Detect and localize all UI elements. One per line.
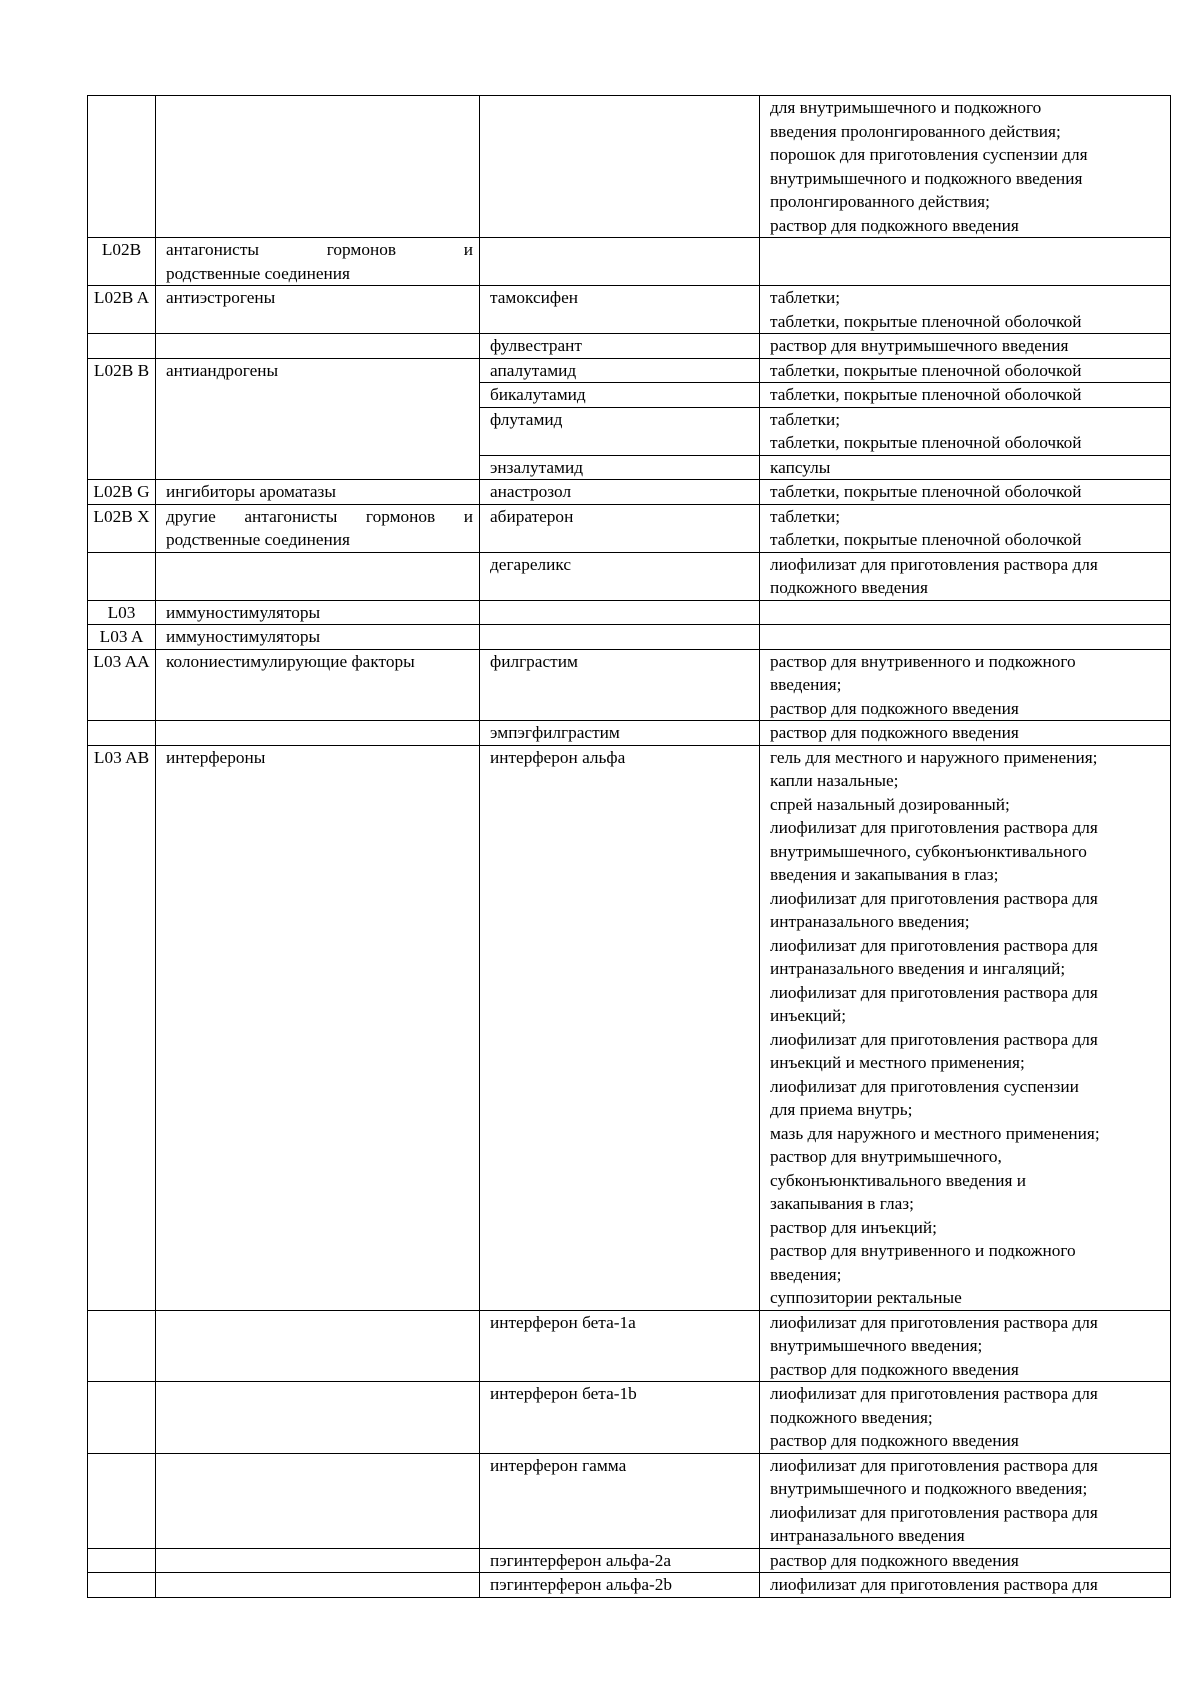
drug-cell: филграстим bbox=[480, 649, 760, 721]
group-cell: антиандрогены bbox=[156, 358, 480, 480]
form-line: интраназального введения bbox=[770, 1526, 965, 1545]
drug-cell: интерферон бета-1b bbox=[480, 1382, 760, 1454]
forms-cell bbox=[760, 480, 1171, 505]
table-row bbox=[88, 504, 1171, 552]
group-cell bbox=[156, 721, 480, 746]
drug-cell: эмпэгфилграстим bbox=[480, 721, 760, 746]
form-line: таблетки; bbox=[770, 506, 841, 526]
group-cell bbox=[156, 504, 480, 552]
atc-code-cell: L02B B bbox=[88, 358, 156, 480]
atc-code-cell bbox=[88, 1453, 156, 1548]
group-cell: антиэстрогены bbox=[156, 286, 480, 334]
group-line: родственные соединения bbox=[166, 263, 350, 283]
forms-cell bbox=[760, 1548, 1171, 1573]
table-row bbox=[88, 286, 1171, 334]
group-word: антагонисты bbox=[166, 240, 259, 259]
form-line: таблетки, покрытые пленочной оболочкой bbox=[770, 360, 1082, 380]
drug-cell: энзалутамид bbox=[480, 455, 760, 480]
atc-code-cell: L02B G bbox=[88, 480, 156, 505]
form-line: раствор для внутривенного и подкожного bbox=[770, 651, 1076, 671]
forms-cell bbox=[760, 625, 1171, 650]
atc-code-cell bbox=[88, 721, 156, 746]
form-line: таблетки, покрытые пленочной оболочкой bbox=[770, 530, 1082, 549]
group-cell: иммуностимуляторы bbox=[156, 625, 480, 650]
form-line: лиофилизат для приготовления раствора для bbox=[770, 1029, 1098, 1049]
forms-cell bbox=[760, 286, 1171, 334]
drug-cell: флутамид bbox=[480, 407, 760, 455]
group-cell bbox=[156, 334, 480, 359]
atc-code-cell bbox=[88, 1310, 156, 1382]
form-line: субконъюнктивального введения и bbox=[770, 1170, 1027, 1190]
form-line: гель для местного и наружного применения; bbox=[770, 747, 1098, 767]
drug-cell bbox=[480, 600, 760, 625]
table-row bbox=[88, 358, 1171, 383]
form-line: интраназального введения и ингаляций; bbox=[770, 959, 1066, 978]
form-line: пролонгированного действия; bbox=[770, 192, 990, 211]
form-line: интраназального введения; bbox=[770, 912, 970, 931]
form-line: лиофилизат для приготовления суспензии bbox=[770, 1076, 1079, 1096]
group-word: гормонов bbox=[365, 506, 436, 526]
atc-code-cell bbox=[88, 334, 156, 359]
table-row bbox=[88, 600, 1171, 625]
form-line: внутримышечного и подкожного введения; bbox=[770, 1479, 1088, 1498]
form-line: таблетки, покрытые пленочной оболочкой bbox=[770, 482, 1082, 501]
atc-code-cell bbox=[88, 552, 156, 600]
group-cell bbox=[156, 552, 480, 600]
form-line: для приема внутрь; bbox=[770, 1100, 913, 1119]
form-line: введения; bbox=[770, 675, 842, 694]
form-line: лиофилизат для приготовления раствора для bbox=[770, 1384, 1098, 1403]
drug-cell: тамоксифен bbox=[480, 286, 760, 334]
drug-cell: пэгинтерферон альфа-2b bbox=[480, 1573, 760, 1598]
table-row bbox=[88, 1382, 1171, 1454]
forms-cell bbox=[760, 1382, 1171, 1454]
form-line: раствор для подкожного введения bbox=[770, 723, 1019, 742]
form-line: капсулы bbox=[770, 457, 831, 477]
form-line: лиофилизат для приготовления раствора для bbox=[770, 888, 1098, 908]
atc-code-cell: L03 AA bbox=[88, 649, 156, 721]
group-word: другие bbox=[166, 506, 216, 526]
form-line: подкожного введения; bbox=[770, 1407, 933, 1427]
table-row bbox=[88, 625, 1171, 650]
form-line: инъекций; bbox=[770, 1006, 847, 1025]
form-line: раствор для подкожного введения bbox=[770, 215, 1019, 235]
atc-code-cell: L03 bbox=[88, 600, 156, 625]
form-line: лиофилизат для приготовления раствора для bbox=[770, 982, 1098, 1002]
table-row bbox=[88, 334, 1171, 359]
form-line: введения и закапывания в глаз; bbox=[770, 865, 999, 884]
form-line: таблетки; bbox=[770, 409, 841, 429]
forms-cell bbox=[760, 238, 1171, 286]
group-cell bbox=[156, 238, 480, 286]
table-row bbox=[88, 721, 1171, 746]
drug-cell: пэгинтерферон альфа-2a bbox=[480, 1548, 760, 1573]
form-line: раствор для внутримышечного введения bbox=[770, 336, 1069, 355]
table-row bbox=[88, 552, 1171, 600]
group-word: и bbox=[463, 240, 473, 259]
form-line: введения пролонгированного действия; bbox=[770, 121, 1061, 141]
form-line: закапывания в глаз; bbox=[770, 1194, 914, 1213]
group-cell bbox=[156, 1453, 480, 1548]
group-cell bbox=[156, 1382, 480, 1454]
table-row bbox=[88, 1548, 1171, 1573]
form-line: раствор для внутривенного и подкожного bbox=[770, 1241, 1076, 1260]
drug-cell: бикалутамид bbox=[480, 383, 760, 408]
table-row bbox=[88, 745, 1171, 1310]
table-row bbox=[88, 649, 1171, 721]
form-line: раствор для подкожного введения bbox=[770, 1359, 1019, 1379]
atc-code-cell: L02B X bbox=[88, 504, 156, 552]
drug-cell bbox=[480, 238, 760, 286]
drug-list-table bbox=[87, 95, 1171, 1598]
atc-code-cell: L03 AB bbox=[88, 745, 156, 1310]
drug-cell: фулвестрант bbox=[480, 334, 760, 359]
group-cell: иммуностимуляторы bbox=[156, 600, 480, 625]
form-line: внутримышечного, субконъюнктивального bbox=[770, 841, 1087, 861]
atc-code-cell bbox=[88, 1573, 156, 1598]
forms-cell bbox=[760, 721, 1171, 746]
drug-cell: дегареликс bbox=[480, 552, 760, 600]
drug-cell: апалутамид bbox=[480, 358, 760, 383]
forms-cell bbox=[760, 745, 1171, 1310]
forms-cell bbox=[760, 649, 1171, 721]
group-cell: ингибиторы ароматазы bbox=[156, 480, 480, 505]
form-line: таблетки, покрытые пленочной оболочкой bbox=[770, 385, 1082, 404]
forms-cell bbox=[760, 1453, 1171, 1548]
drug-cell: интерферон бета-1a bbox=[480, 1310, 760, 1382]
drug-cell bbox=[480, 96, 760, 238]
table-row bbox=[88, 238, 1171, 286]
form-line: раствор для подкожного введения bbox=[770, 1550, 1019, 1570]
group-word: антагонисты bbox=[244, 506, 338, 526]
drug-cell: интерферон гамма bbox=[480, 1453, 760, 1548]
forms-cell bbox=[760, 334, 1171, 359]
forms-cell bbox=[760, 407, 1171, 455]
group-cell bbox=[156, 1548, 480, 1573]
form-line: инъекций и местного применения; bbox=[770, 1053, 1025, 1072]
forms-cell bbox=[760, 504, 1171, 552]
form-line: суппозитории ректальные bbox=[770, 1288, 962, 1307]
form-line: раствор для внутримышечного, bbox=[770, 1147, 1002, 1166]
form-line: лиофилизат для приготовления раствора для bbox=[770, 818, 1098, 837]
form-line: введения; bbox=[770, 1264, 842, 1284]
atc-code-cell: L02B A bbox=[88, 286, 156, 334]
forms-cell bbox=[760, 383, 1171, 408]
form-line: лиофилизат для приготовления раствора для bbox=[770, 1502, 1098, 1522]
form-line: раствор для подкожного введения bbox=[770, 1431, 1019, 1450]
drug-cell: интерферон альфа bbox=[480, 745, 760, 1310]
table-row bbox=[88, 1573, 1171, 1598]
group-cell bbox=[156, 1310, 480, 1382]
group-cell: интерфероны bbox=[156, 745, 480, 1310]
form-line: для внутримышечного и подкожного bbox=[770, 98, 1042, 117]
atc-code-cell bbox=[88, 1382, 156, 1454]
atc-code-cell bbox=[88, 96, 156, 238]
form-line: раствор для подкожного введения bbox=[770, 698, 1019, 718]
forms-cell bbox=[760, 358, 1171, 383]
form-line: лиофилизат для приготовления раствора для bbox=[770, 1575, 1098, 1594]
group-line bbox=[166, 238, 473, 262]
table-row bbox=[88, 1310, 1171, 1382]
forms-cell bbox=[760, 1573, 1171, 1598]
atc-code-cell: L02B bbox=[88, 238, 156, 286]
form-line: внутримышечного и подкожного введения bbox=[770, 168, 1083, 188]
group-cell: колониестимулирующие факторы bbox=[156, 649, 480, 721]
form-line: таблетки, покрытые пленочной оболочкой bbox=[770, 433, 1082, 452]
group-line bbox=[166, 505, 473, 529]
form-line: внутримышечного введения; bbox=[770, 1336, 983, 1355]
form-line: таблетки, покрытые пленочной оболочкой bbox=[770, 311, 1082, 331]
group-word: и bbox=[463, 506, 473, 526]
forms-cell bbox=[760, 552, 1171, 600]
group-cell bbox=[156, 1573, 480, 1598]
form-line: подкожного введения bbox=[770, 578, 928, 597]
form-line: лиофилизат для приготовления раствора для bbox=[770, 1312, 1098, 1332]
form-line: спрей назальный дозированный; bbox=[770, 794, 1010, 814]
table-row bbox=[88, 480, 1171, 505]
group-cell bbox=[156, 96, 480, 238]
form-line: порошок для приготовления суспензии для bbox=[770, 145, 1088, 164]
drug-cell: абиратерон bbox=[480, 504, 760, 552]
drug-cell: анастрозол bbox=[480, 480, 760, 505]
form-line: лиофилизат для приготовления раствора для bbox=[770, 935, 1098, 955]
atc-code-cell bbox=[88, 1548, 156, 1573]
table-row bbox=[88, 96, 1171, 238]
form-line: лиофилизат для приготовления раствора для bbox=[770, 1455, 1098, 1475]
forms-cell bbox=[760, 96, 1171, 238]
forms-cell bbox=[760, 1310, 1171, 1382]
forms-cell bbox=[760, 455, 1171, 480]
form-line: лиофилизат для приготовления раствора для bbox=[770, 554, 1098, 574]
drug-cell bbox=[480, 625, 760, 650]
form-line: капли назальные; bbox=[770, 771, 899, 790]
group-word: гормонов bbox=[326, 240, 397, 259]
form-line: раствор для инъекций; bbox=[770, 1217, 937, 1237]
form-line: мазь для наружного и местного применения; bbox=[770, 1123, 1100, 1143]
atc-code-cell: L03 A bbox=[88, 625, 156, 650]
group-line: родственные соединения bbox=[166, 530, 350, 549]
table-row bbox=[88, 1453, 1171, 1548]
form-line: таблетки; bbox=[770, 288, 841, 307]
forms-cell bbox=[760, 600, 1171, 625]
